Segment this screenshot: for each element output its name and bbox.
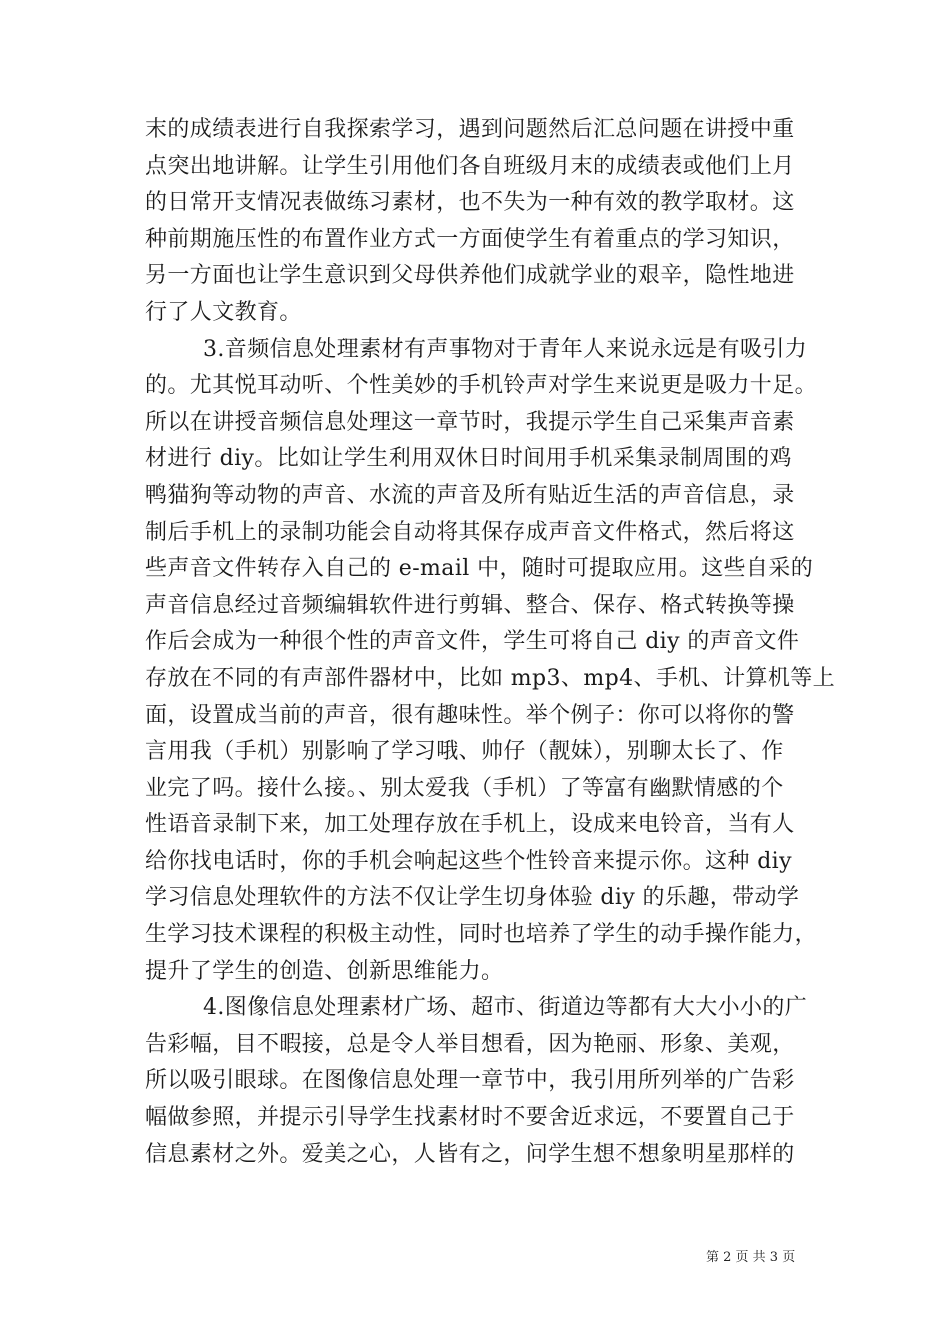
text-line: 给你找电话时，你的手机会响起这些个性铃音来提示你。这种 diy [145, 848, 792, 874]
page-number: 第 2 页 共 3 页 [706, 1250, 796, 1265]
text-line: 所以在讲授音频信息处理这一章节时，我提示学生自己采集声音素 [145, 409, 795, 435]
text-line: 3.音频信息处理素材有声事物对于青年人来说永远是有吸引力 [203, 336, 808, 362]
text-line: 材进行 diy。比如让学生利用双休日时间用手机采集录制周围的鸡 [145, 446, 792, 472]
text-line: 制后手机上的录制功能会自动将其保存成声音文件格式，然后将这 [145, 519, 795, 545]
text-line: 种前期施压性的布置作业方式一方面使学生有着重点的学习知识， [145, 226, 795, 252]
text-line: 存放在不同的有声部件器材中，比如 mp3、mp4、手机、计算机等上 [145, 665, 836, 691]
text-line: 所以吸引眼球。在图像信息处理一章节中，我引用所列举的广告彩 [145, 1068, 795, 1094]
text-line: 鸭猫狗等动物的声音、水流的声音及所有贴近生活的声音信息，录 [145, 482, 795, 508]
text-line: 的。尤其悦耳动听、个性美妙的手机铃声对学生来说更是吸力十足。 [145, 373, 818, 399]
text-line: 信息素材之外。爱美之心，人皆有之，问学生想不想象明星那样的 [145, 1141, 795, 1167]
text-line: 生学习技术课程的积极主动性，同时也培养了学生的动手操作能力， [145, 922, 818, 948]
text-line: 另一方面也让学生意识到父母供养他们成就学业的艰辛，隐性地进 [145, 263, 795, 289]
text-line: 点突出地讲解。让学生引用他们各自班级月末的成绩表或他们上月 [145, 153, 795, 179]
text-line: 作后会成为一种很个性的声音文件，学生可将自己 diy 的声音文件 [145, 629, 800, 655]
text-line: 4.图像信息处理素材广场、超市、街道边等都有大大小小的广 [203, 995, 808, 1021]
text-line: 声音信息经过音频编辑软件进行剪辑、整合、保存、格式转换等操 [145, 592, 795, 618]
text-line: 幅做参照，并提示引导学生找素材时不要舍近求远，不要置自己于 [145, 1105, 795, 1131]
text-line: 行了人文教育。 [145, 299, 302, 325]
text-line: 学习信息处理软件的方法不仅让学生切身体验 diy 的乐趣，带动学 [145, 885, 800, 911]
text-line: 的日常开支情况表做练习素材，也不失为一种有效的教学取材。这 [145, 190, 795, 216]
text-line: 面，设置成当前的声音，很有趣味性。举个例子：你可以将你的警 [145, 702, 795, 728]
body-text [145, 112, 836, 1173]
text-line: 提升了学生的创造、创新思维能力。 [145, 958, 504, 984]
text-line: 告彩幅，目不暇接，总是令人举目想看，因为艳丽、形象、美观， [145, 1031, 795, 1057]
text-line: 业完了吗。接什么接。、别太爱我（手机）了等富有幽默情感的个 [145, 775, 784, 801]
text-line: 末的成绩表进行自我探索学习，遇到问题然后汇总问题在讲授中重 [145, 117, 795, 142]
text-line: 性语音录制下来，加工处理存放在手机上，设成来电铃音，当有人 [145, 812, 795, 838]
text-line: 些声音文件转存入自己的 e-mail 中，随时可提取应用。这些自采的 [145, 556, 814, 582]
text-line: 言用我（手机）别影响了学习哦、帅仔（靓妹），别聊太长了、作 [145, 739, 784, 765]
